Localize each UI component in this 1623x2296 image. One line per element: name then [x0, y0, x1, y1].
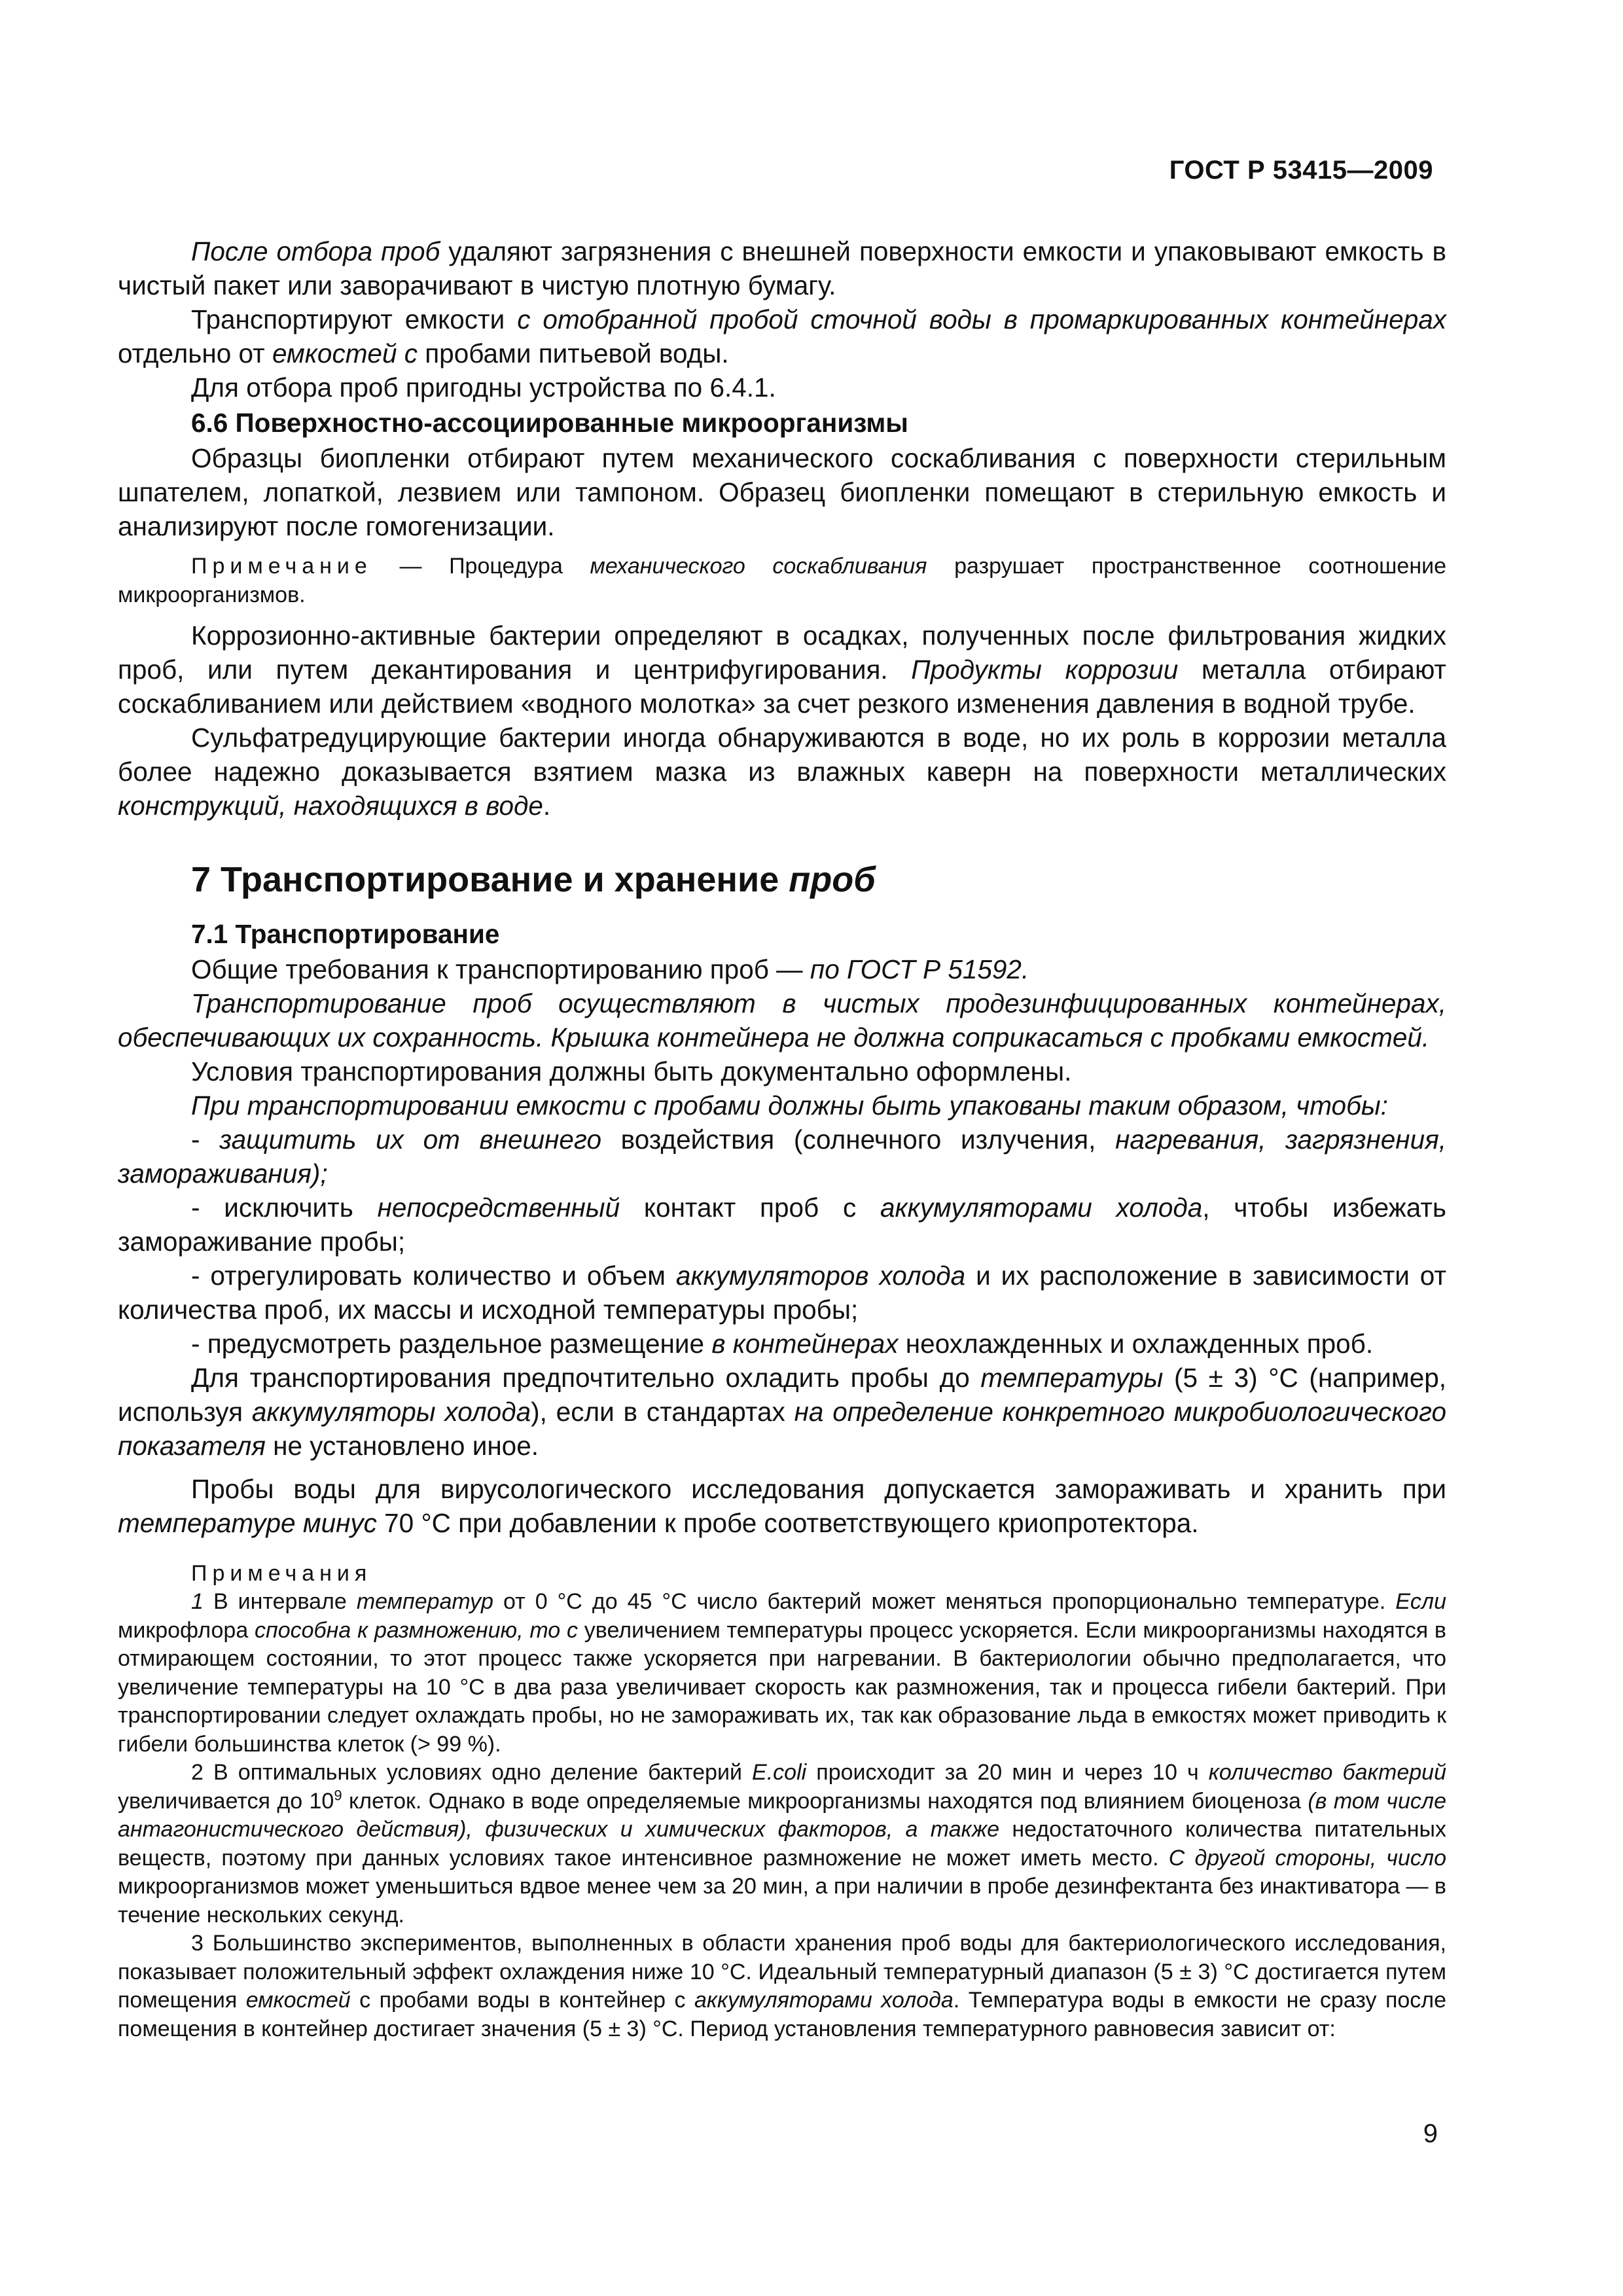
- paragraph-after-sampling: [118, 234, 1446, 302]
- note-paragraph: [118, 552, 1446, 609]
- note-item-2: [118, 1759, 1446, 1929]
- note-number: 1: [191, 1589, 204, 1614]
- spacer: [118, 609, 1446, 619]
- note-item-1: [118, 1588, 1446, 1759]
- superscript: 9: [334, 1787, 342, 1804]
- text-fragment: и их расположение в зависимости от количества проб, их массы и исходной температуры пробы;: [118, 1261, 1446, 1325]
- text-fragment: микрофлора: [118, 1617, 255, 1643]
- text-fragment: -: [191, 1124, 220, 1155]
- text-fragment: — Процедура: [372, 554, 590, 579]
- italic-fragment: аккумуляторов холода: [675, 1261, 966, 1291]
- paragraph-cooling-temperature: [118, 1361, 1446, 1463]
- italic-fragment: Транспортирование проб осуществляют в чистых продезинфицированных контейнерах, обеспечивающих их сохранность. Крышка контейнера не должна соприкасаться с пробками емкостей.: [118, 988, 1446, 1052]
- heading-italic-text: проб: [789, 860, 876, 899]
- text-fragment: - исключить: [191, 1193, 378, 1223]
- paragraph-biofilm-samples: Образцы биопленки отбирают путем механического соскабливания с поверхности стерильным шпателем, лопаткой, лезвием или тампоном. Образец биопленки помещают в стерильную емкость и анализируют после гомогенизации.: [118, 443, 1446, 541]
- italic-fragment: механического соскабливания: [590, 554, 927, 579]
- text-fragment: - отрегулировать количество и объем: [191, 1261, 676, 1291]
- note-label: Примечание: [191, 554, 372, 579]
- text-fragment: увеличением температуры процесс ускоряется. Если микроорганизмы находятся в отмирающем состоянии, то этот процесс также ускоряется при нагревании. В бактериологии обычно предполагается, что увеличение температуры на 10 °С в два раза увеличивает скорость как размножения, так и процесса гибели бактерий. При транспортировании следует охлаждать пробы, но не замораживать их, так как образование льда в емкостях может приводить к гибели большинства клеток (> 99 %).: [118, 1617, 1446, 1757]
- italic-fragment: конструкций, находящихся в воде: [118, 791, 543, 821]
- italic-fragment: аккумуляторами холода: [694, 1988, 954, 2013]
- italic-fragment: с отобранной пробой сточной воды в промаркированных контейнерах: [517, 304, 1446, 334]
- italic-fragment: температуре минус: [118, 1508, 377, 1538]
- text-fragment: - предусмотреть раздельное размещение: [191, 1329, 712, 1359]
- paragraph-sampling-devices: Для отбора проб пригодны устройства по 6.4.1.: [191, 372, 776, 403]
- text-fragment: В интервале: [203, 1589, 357, 1614]
- text-fragment: , чтобы избежать замораживание пробы;: [118, 1193, 1447, 1257]
- text-fragment: микроорганизмов может уменьшиться вдвое менее чем за 20 мин, а при наличии в пробе дезинфектанта без инактиватора — в течение нескольких секунд.: [118, 1874, 1446, 1928]
- italic-fragment: При транспортировании емкости с пробами должны быть упакованы таким образом, чтобы:: [191, 1090, 1388, 1121]
- italic-fragment: непосредственный: [377, 1193, 620, 1223]
- paragraph-transport-containers: [118, 302, 1446, 370]
- section-heading-7-1: 7.1 Транспортирование: [191, 919, 500, 949]
- list-item: [118, 1191, 1446, 1259]
- italic-fragment: емкостей: [245, 1988, 351, 2013]
- paragraph-sulfate-reducing: [118, 721, 1446, 823]
- text-fragment: . Температура воды в емкости не сразу после помещения в контейнер достигает значения (5 ± 3) °С. Период установления температурного равновесия зависит от:: [118, 1988, 1447, 2041]
- text-fragment: 2 В оптимальных условиях одно деление бактерий: [191, 1760, 753, 1785]
- text-fragment: воздействия (солнечного излучения,: [601, 1124, 1116, 1155]
- text-fragment: Транспортируют емкости: [191, 304, 518, 334]
- text-fragment: удаляют загрязнения с внешней поверхности емкости и упаковывают емкость в чистый пакет или заворачивают в чистую плотную бумагу.: [118, 236, 1446, 300]
- spacer: [118, 1463, 1446, 1472]
- text-fragment: неохлажденных и охлажденных проб.: [898, 1329, 1374, 1359]
- text-fragment: Для транспортирования предпочтительно охладить пробы до: [191, 1363, 981, 1393]
- text-fragment: отдельно от: [118, 338, 272, 368]
- spacer: [118, 543, 1446, 552]
- italic-fragment: С другой стороны, число: [1168, 1845, 1446, 1871]
- text-fragment: от 0 °С до 45 °С число бактерий может меняться пропорционально температуре.: [493, 1589, 1396, 1614]
- text-fragment: Пробы воды для вирусологического исследования допускается замораживать и хранить при: [191, 1474, 1446, 1504]
- text-fragment: увеличивается до 10: [118, 1788, 334, 1814]
- paragraph-documented-conditions: Условия транспортирования должны быть документально оформлены.: [191, 1056, 1072, 1086]
- italic-fragment: на определение конкретного микробиологического показателя: [118, 1397, 1446, 1461]
- text-fragment: 3 Большинство экспериментов, выполненных в области хранения проб воды для бактериологического исследования, показывает положительный эффект охлаждения ниже 10 °С. Идеальный температурный диапазон (5 ± 3) °С достигается путем помещения: [118, 1931, 1446, 2013]
- paragraph-clean-containers: [118, 986, 1446, 1054]
- italic-fragment: температуры: [980, 1363, 1164, 1393]
- text-fragment: Коррозионно-активные бактерии определяют в осадках, полученных после фильтрования жидких проб, или путем декантирования и центрифугирования.: [118, 620, 1446, 685]
- text-fragment: не установлено иное.: [265, 1431, 539, 1461]
- note-block-1: [118, 552, 1446, 609]
- text-fragment: Общие требования к транспортированию проб —: [191, 954, 810, 984]
- italic-fragment: Продукты коррозии: [911, 655, 1179, 685]
- italic-fragment: температур: [356, 1589, 493, 1614]
- paragraph-general-requirements: [118, 952, 1446, 986]
- paragraph-corrosive-bacteria: [118, 619, 1446, 721]
- italic-fragment: способна к размножению, то с: [255, 1617, 578, 1643]
- list-item: [118, 1259, 1446, 1327]
- italic-fragment: в контейнерах: [711, 1329, 899, 1359]
- italic-fragment: (в том числе антагонистического действия), физических и химических факторов, а также: [118, 1788, 1446, 1842]
- document-header-standard-id: ГОСТ Р 53415—2009: [1169, 156, 1433, 185]
- text-fragment: контакт проб с: [620, 1193, 881, 1223]
- italic-fragment: нагревания, загрязнения, замораживания);: [118, 1124, 1446, 1189]
- italic-fragment: E.coli: [752, 1760, 807, 1785]
- text-fragment: клеток. Однако в воде определяемые микроорганизмы находятся под влиянием биоценоза: [342, 1788, 1308, 1814]
- italic-fragment: Если: [1395, 1589, 1446, 1614]
- text-fragment: происходит за 20 мин и через 10 ч: [806, 1760, 1209, 1785]
- italic-fragment: После отбора проб: [191, 236, 440, 266]
- heading-text: 7 Транспортирование и хранение: [191, 860, 789, 899]
- text-fragment: недостаточного количества питательных веществ, поэтому при данных условиях такое интенсивное размножение не может иметь место.: [118, 1817, 1446, 1871]
- italic-fragment: защитить их от внешнего: [219, 1124, 601, 1155]
- section-heading-7: [118, 858, 1446, 901]
- text-fragment: металла отбирают соскабливанием или действием «водного молотка» за счет резкого изменения давления в водной трубе.: [118, 655, 1446, 719]
- text-fragment: 70 °С при добавлении к пробе соответствующего криопротектора.: [376, 1508, 1199, 1538]
- text-fragment: (5 ± 3) °С (например, используя: [118, 1363, 1447, 1427]
- text-fragment: .: [543, 791, 551, 821]
- italic-fragment: аккумуляторами холода: [880, 1193, 1203, 1223]
- section-heading-6-6: 6.6 Поверхностно-ассоциированные микроорганизмы: [191, 408, 908, 438]
- text-fragment: разрушает пространственное соотношение микроорганизмов.: [118, 554, 1447, 607]
- list-item: [118, 1122, 1446, 1191]
- text-fragment: пробами питьевой воды.: [418, 338, 729, 368]
- page-number: 9: [1423, 2119, 1438, 2148]
- text-fragment: с пробами воды в контейнер с: [350, 1988, 694, 2013]
- paragraph-virology-freezing: [118, 1472, 1446, 1540]
- paragraph-packaging-intro: [118, 1088, 1446, 1122]
- note-item-3: [118, 1929, 1446, 2043]
- italic-fragment: емкостей с: [272, 338, 418, 368]
- notes-title: Примечания: [191, 1561, 372, 1586]
- list-item: [118, 1327, 1446, 1361]
- italic-fragment: по ГОСТ Р 51592.: [810, 954, 1029, 984]
- italic-fragment: количество бактерий: [1208, 1760, 1446, 1785]
- text-fragment: ), если в стандартах: [531, 1397, 794, 1427]
- italic-fragment: аккумуляторы холода: [251, 1397, 531, 1427]
- document-body: [118, 234, 1446, 2043]
- text-fragment: Сульфатредуцирующие бактерии иногда обнаруживаются в воде, но их роль в коррозии металла более надежно доказывается взятием мазка из влажных каверн на поверхности металлических: [118, 723, 1446, 787]
- notes-block: [118, 1588, 1446, 2043]
